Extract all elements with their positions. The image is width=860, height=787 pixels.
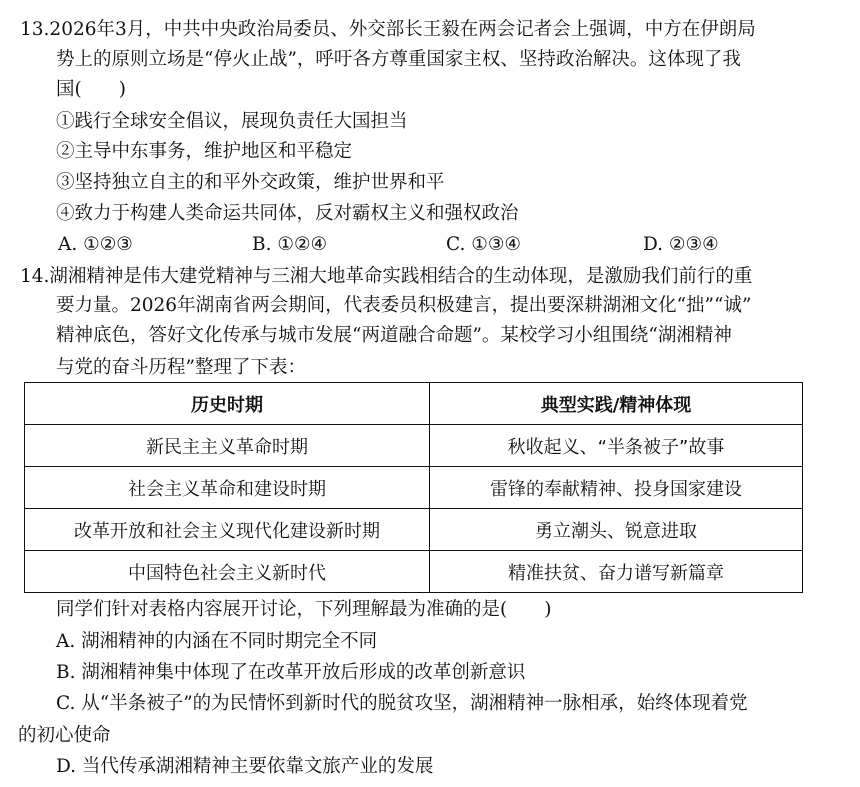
table-cell-practice: 勇立潮头、锐意进取 [430, 509, 803, 551]
q14-line-2: 要力量。2026年湖南省两会期间，代表委员积极建言，提出要深耕湖湘文化“拙”“诚” [56, 295, 752, 316]
q14-line-4: 与党的奋斗历程”整理了下表： [56, 357, 306, 378]
table-cell-practice: 精准扶贫、奋力谱写新篇章 [430, 551, 803, 593]
table-cell-period: 社会主义革命和建设时期 [25, 467, 430, 509]
table-cell-period: 中国特色社会主义新时代 [25, 551, 430, 593]
table-cell-period: 新民主主义革命时期 [25, 425, 430, 467]
table-header-row [25, 383, 803, 425]
q13-option-b[interactable]: B. ①②④ [252, 234, 328, 255]
table-row [25, 551, 803, 593]
table-row [25, 467, 803, 509]
q13-line-3: 国( ) [56, 79, 126, 100]
table-header-practice: 典型实践/精神体现 [430, 383, 803, 425]
q13-option-c[interactable]: C. ①③④ [446, 234, 522, 255]
q13-line-1: 13.2026年3月，中共中央政治局委员、外交部长王毅在两会记者会上强调，中方在伊朗局 [20, 19, 756, 40]
q14-stem: 同学们针对表格内容展开讨论，下列理解最为准确的是( ) [56, 599, 552, 620]
table-cell-practice: 雷锋的奉献精神、投身国家建设 [430, 467, 803, 509]
table-header-period: 历史时期 [25, 383, 430, 425]
q13-line-2: 势上的原则立场是“停火止战”，呼吁各方尊重国家主权、坚持政治解决。这体现了我 [56, 49, 741, 70]
q14-option-b[interactable]: B. 湖湘精神集中体现了在改革开放后形成的改革创新意识 [56, 662, 526, 683]
q14-option-a[interactable]: A. 湖湘精神的内涵在不同时期完全不同 [56, 631, 378, 652]
table-row [25, 509, 803, 551]
q13-item-3: ③坚持独立自主的和平外交政策，维护世界和平 [56, 172, 445, 193]
table-row [25, 425, 803, 467]
q14-option-c-line-1[interactable]: C. 从“半条被子”的为民情怀到新时代的脱贫攻坚，湖湘精神一脉相承，始终体现着党 [56, 693, 748, 714]
q13-option-d[interactable]: D. ②③④ [643, 234, 719, 255]
q13-item-1: ①践行全球安全倡议，展现负责任大国担当 [56, 111, 408, 132]
q13-item-2: ②主导中东事务，维护地区和平稳定 [56, 141, 353, 162]
q14-option-c-line-2[interactable]: 的初心使命 [18, 725, 111, 746]
q14-line-3: 精神底色，答好文化传承与城市发展“两道融合命题”。某校学习小组围绕“湖湘精神 [56, 325, 732, 346]
q14-option-d[interactable]: D. 当代传承湖湘精神主要依靠文旅产业的发展 [56, 756, 434, 777]
q14-line-1: 14.湖湘精神是伟大建党精神与三湘大地革命实践相结合的生动体现，是激励我们前行的重 [20, 266, 753, 287]
q13-item-4: ④致力于构建人类命运共同体，反对霸权主义和强权政治 [56, 203, 519, 224]
table-cell-practice: 秋收起义、“半条被子”故事 [430, 425, 803, 467]
table-cell-period: 改革开放和社会主义现代化建设新时期 [25, 509, 430, 551]
q13-option-a[interactable]: A. ①②③ [58, 234, 133, 255]
history-table [24, 382, 803, 593]
